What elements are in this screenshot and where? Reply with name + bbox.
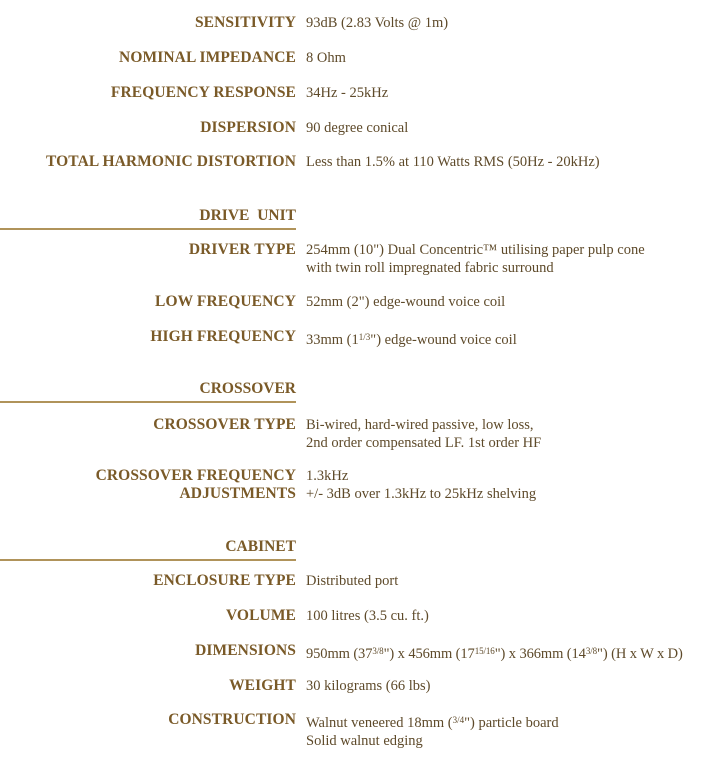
- spec-value: 1.3kHz: [306, 468, 349, 484]
- value-part: ") (H x W x D): [597, 646, 683, 662]
- spec-label: CROSSOVER FREQUENCY: [95, 467, 296, 484]
- value-part: Walnut veneered 18mm (: [306, 715, 453, 731]
- section-title: CABINET: [225, 538, 296, 555]
- value-part: ") particle board: [464, 715, 559, 731]
- value-part: 950mm (37: [306, 646, 373, 662]
- spec-label: DISPERSION: [200, 119, 296, 136]
- spec-value: 34Hz - 25kHz: [306, 85, 389, 101]
- section-title: CROSSOVER: [199, 380, 296, 397]
- section-divider: [0, 559, 296, 561]
- spec-label: DRIVER TYPE: [188, 241, 296, 258]
- value-part: ") edge-wound voice coil: [370, 332, 517, 348]
- spec-value-line: with twin roll impregnated fabric surround: [306, 260, 554, 276]
- spec-value-line: Solid walnut edging: [306, 733, 423, 749]
- section-title: DRIVE UNIT: [199, 207, 296, 224]
- section-divider: [0, 228, 296, 230]
- spec-label: ENCLOSURE TYPE: [153, 572, 296, 589]
- section-divider: [0, 401, 296, 403]
- spec-value: [306, 416, 541, 452]
- value-part: 33mm (1: [306, 332, 359, 348]
- spec-label: FREQUENCY RESPONSE: [110, 84, 296, 101]
- spec-value: +/- 3dB over 1.3kHz to 25kHz shelving: [306, 486, 537, 502]
- value-part: ") x 456mm (17: [383, 646, 475, 662]
- fraction: 3/8: [585, 646, 598, 656]
- spec-value: Distributed port: [306, 573, 399, 589]
- spec-value-line: 2nd order compensated LF. 1st order HF: [306, 435, 542, 451]
- spec-value: 93dB (2.83 Volts @ 1m): [306, 15, 449, 31]
- spec-label: SENSITIVITY: [194, 14, 296, 31]
- spec-label: HIGH FREQUENCY: [150, 328, 296, 345]
- spec-value: 8 Ohm: [306, 50, 346, 66]
- spec-value: 100 litres (3.5 cu. ft.): [306, 608, 429, 624]
- spec-label: CONSTRUCTION: [168, 711, 296, 728]
- spec-value: Less than 1.5% at 110 Watts RMS (50Hz - 20kHz): [306, 154, 600, 170]
- spec-label: TOTAL HARMONIC DISTORTION: [45, 153, 296, 170]
- spec-label: WEIGHT: [229, 677, 296, 694]
- spec-value-line: Bi-wired, hard-wired passive, low loss,: [306, 417, 534, 433]
- fraction: 3/8: [372, 646, 384, 656]
- spec-value-line: [306, 715, 559, 731]
- spec-value-line: 254mm (10") Dual Concentric™ utilising paper pulp cone: [306, 242, 645, 258]
- spec-label: VOLUME: [225, 607, 296, 624]
- spec-value: [306, 241, 645, 277]
- spec-value: [306, 711, 559, 750]
- spec-value: [306, 642, 683, 663]
- fraction: 1/3: [358, 332, 371, 342]
- spec-value: [306, 328, 517, 349]
- fraction: 15/16: [474, 646, 495, 656]
- spec-value: 52mm (2") edge-wound voice coil: [306, 294, 506, 310]
- spec-label: DIMENSIONS: [195, 642, 296, 659]
- spec-label: LOW FREQUENCY: [155, 293, 296, 310]
- spec-value: 90 degree conical: [306, 120, 409, 136]
- fraction: 3/4: [452, 715, 465, 725]
- spec-label: ADJUSTMENTS: [179, 485, 296, 502]
- spec-label: NOMINAL IMPEDANCE: [119, 49, 296, 66]
- value-part: ") x 366mm (14: [494, 646, 586, 662]
- spec-label: CROSSOVER TYPE: [153, 416, 296, 433]
- spec-value: 30 kilograms (66 lbs): [306, 678, 431, 694]
